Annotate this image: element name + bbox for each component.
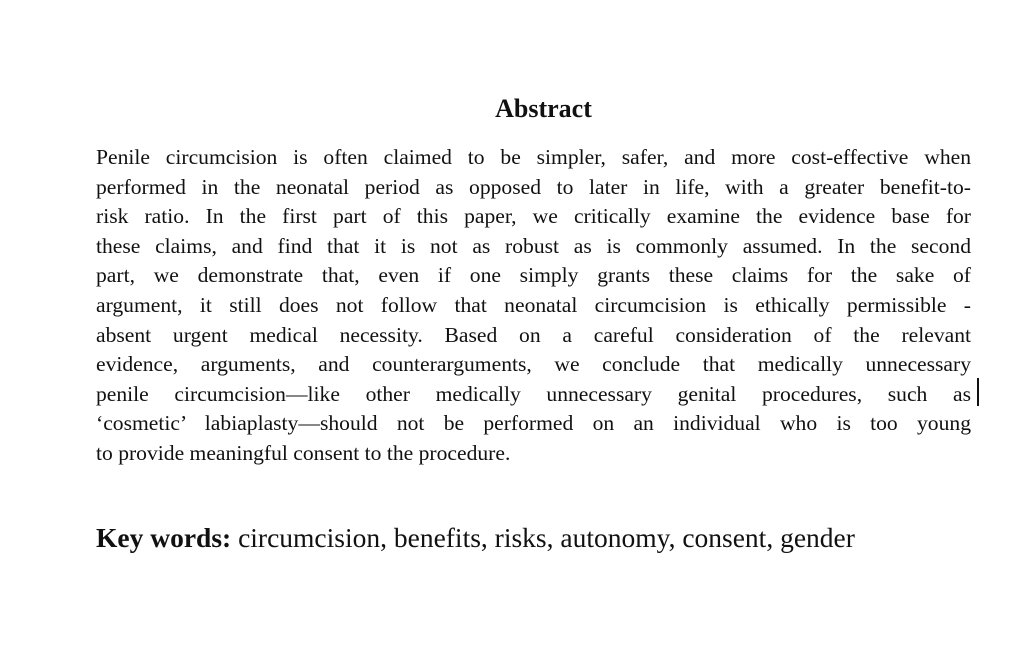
keywords-label: Key words: — [96, 522, 232, 553]
abstract-line: risk ratio. In the first part of this paper, we critically examine the evidence base for — [96, 204, 971, 229]
abstract-line: ‘cosmetic’ labiaplasty—should not be performed on an individual who is too young — [96, 411, 971, 436]
abstract-line: argument, it still does not follow that neonatal circumcision is ethically permissible - — [96, 292, 971, 317]
abstract-line: performed in the neonatal period as opposed to later in life, with a greater benefit-to- — [96, 174, 971, 199]
abstract-line: evidence, arguments, and counterarguments, we conclude that medically unnecessary — [96, 352, 971, 377]
abstract-body — [96, 143, 971, 469]
keywords-list: circumcision, benefits, risks, autonomy, consent, gender — [231, 522, 855, 553]
abstract-line: penile circumcision—like other medically unnecessary genital procedures, such as — [96, 381, 971, 406]
abstract-heading: Abstract — [495, 94, 592, 123]
text-cursor — [977, 378, 979, 406]
keywords-line — [96, 520, 855, 556]
abstract-line: these claims, and find that it is not as robust as is commonly assumed. In the second — [96, 233, 971, 258]
abstract-line: absent urgent medical necessity. Based on a careful consideration of the relevant — [96, 322, 971, 347]
abstract-line: to provide meaningful consent to the procedure. — [96, 440, 511, 465]
abstract-line: Penile circumcision is often claimed to be simpler, safer, and more cost-effective when — [96, 145, 971, 169]
abstract-line: part, we demonstrate that, even if one simply grants these claims for the sake of — [96, 263, 971, 288]
